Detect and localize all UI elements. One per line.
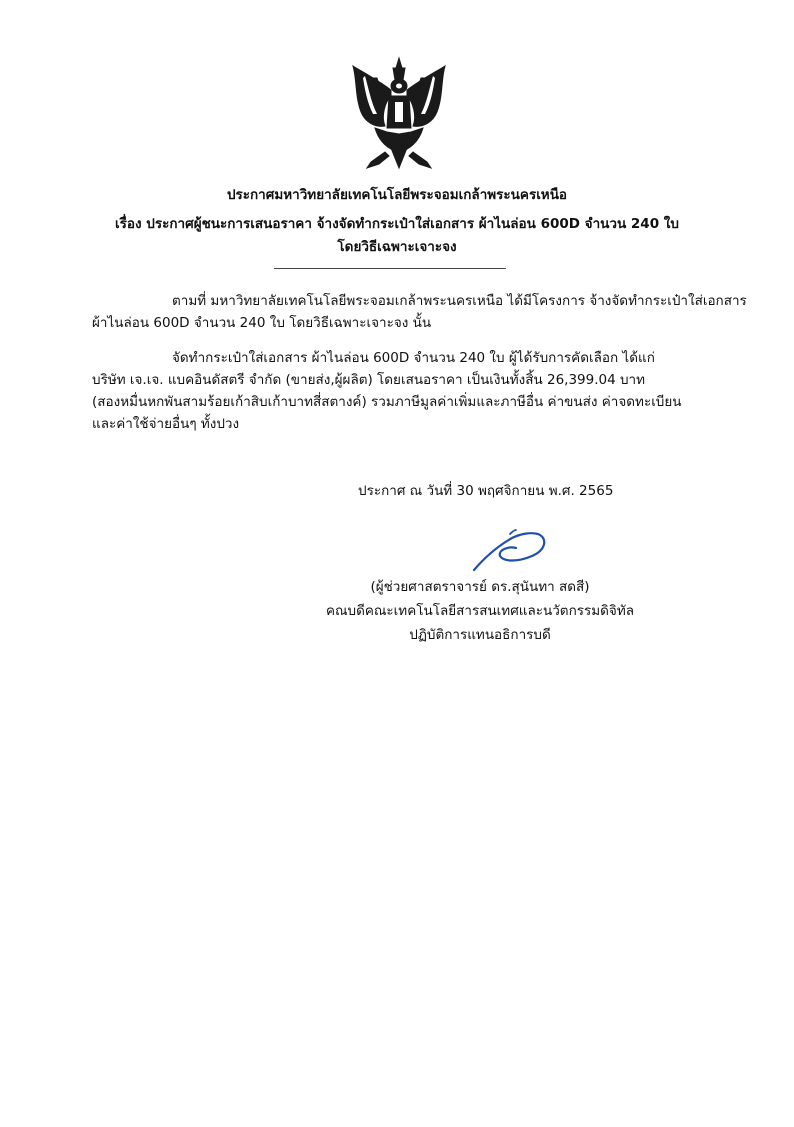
paragraph-line: ผ้าไนล่อน 600D จำนวน 240 ใบ โดยวิธีเฉพาะเจาะจง นั้น <box>92 315 432 331</box>
header-method: โดยวิธีเฉพาะเจาะจง <box>337 239 457 255</box>
header-institution: ประกาศมหาวิทยาลัยเทคโนโลยีพระจอมเกล้าพระนครเหนือ <box>226 187 568 203</box>
signatory-position: คณบดีคณะเทคโนโลยีสารสนเทศและนวัตกรรมดิจิทัล <box>325 603 634 619</box>
signatory-role: ปฏิบัติการแทนอธิการบดี <box>409 627 551 643</box>
handwritten-signature <box>468 526 552 576</box>
paragraph-background <box>92 290 747 334</box>
header-subject: เรื่อง ประกาศผู้ชนะการเสนอราคา จ้างจัดทำกระเป๋าใส่เอกสาร ผ้าไนล่อน 600D จำนวน 240 ใบ <box>115 216 679 232</box>
announcement-date: ประกาศ ณ วันที่ 30 พฤศจิกายน พ.ศ. 2565 <box>358 483 614 499</box>
paragraph-line: (สองหมื่นหกพันสามร้อยเก้าสิบเก้าบาทสี่สตางค์) รวมภาษีมูลค่าเพิ่มและภาษีอื่น ค่าขนส่ง ค่าจดทะเบียน <box>92 394 682 410</box>
signatory-name: (ผู้ช่วยศาสตราจารย์ ดร.สุนันทา สดสี) <box>370 579 590 595</box>
garuda-emblem <box>345 56 453 176</box>
paragraph-line: บริษัท เจ.เจ. แบคอินดัสตรี จำกัด (ขายส่ง,ผู้ผลิต) โดยเสนอราคา เป็นเงินทั้งสิ้น 26,399.04 บาท <box>92 372 646 388</box>
paragraph-line: และค่าใช้จ่ายอื่นๆ ทั้งปวง <box>92 416 240 432</box>
paragraph-line: จัดทำกระเป๋าใส่เอกสาร ผ้าไนล่อน 600D จำนวน 240 ใบ ผู้ได้รับการคัดเลือก ได้แก่ <box>172 350 655 366</box>
paragraph-award <box>92 347 726 435</box>
paragraph-line: ตามที่ มหาวิทยาลัยเทคโนโลยีพระจอมเกล้าพระนครเหนือ ได้มีโครงการ จ้างจัดทำกระเป๋าใส่เอกสาร <box>172 293 747 309</box>
header-divider <box>274 268 506 269</box>
